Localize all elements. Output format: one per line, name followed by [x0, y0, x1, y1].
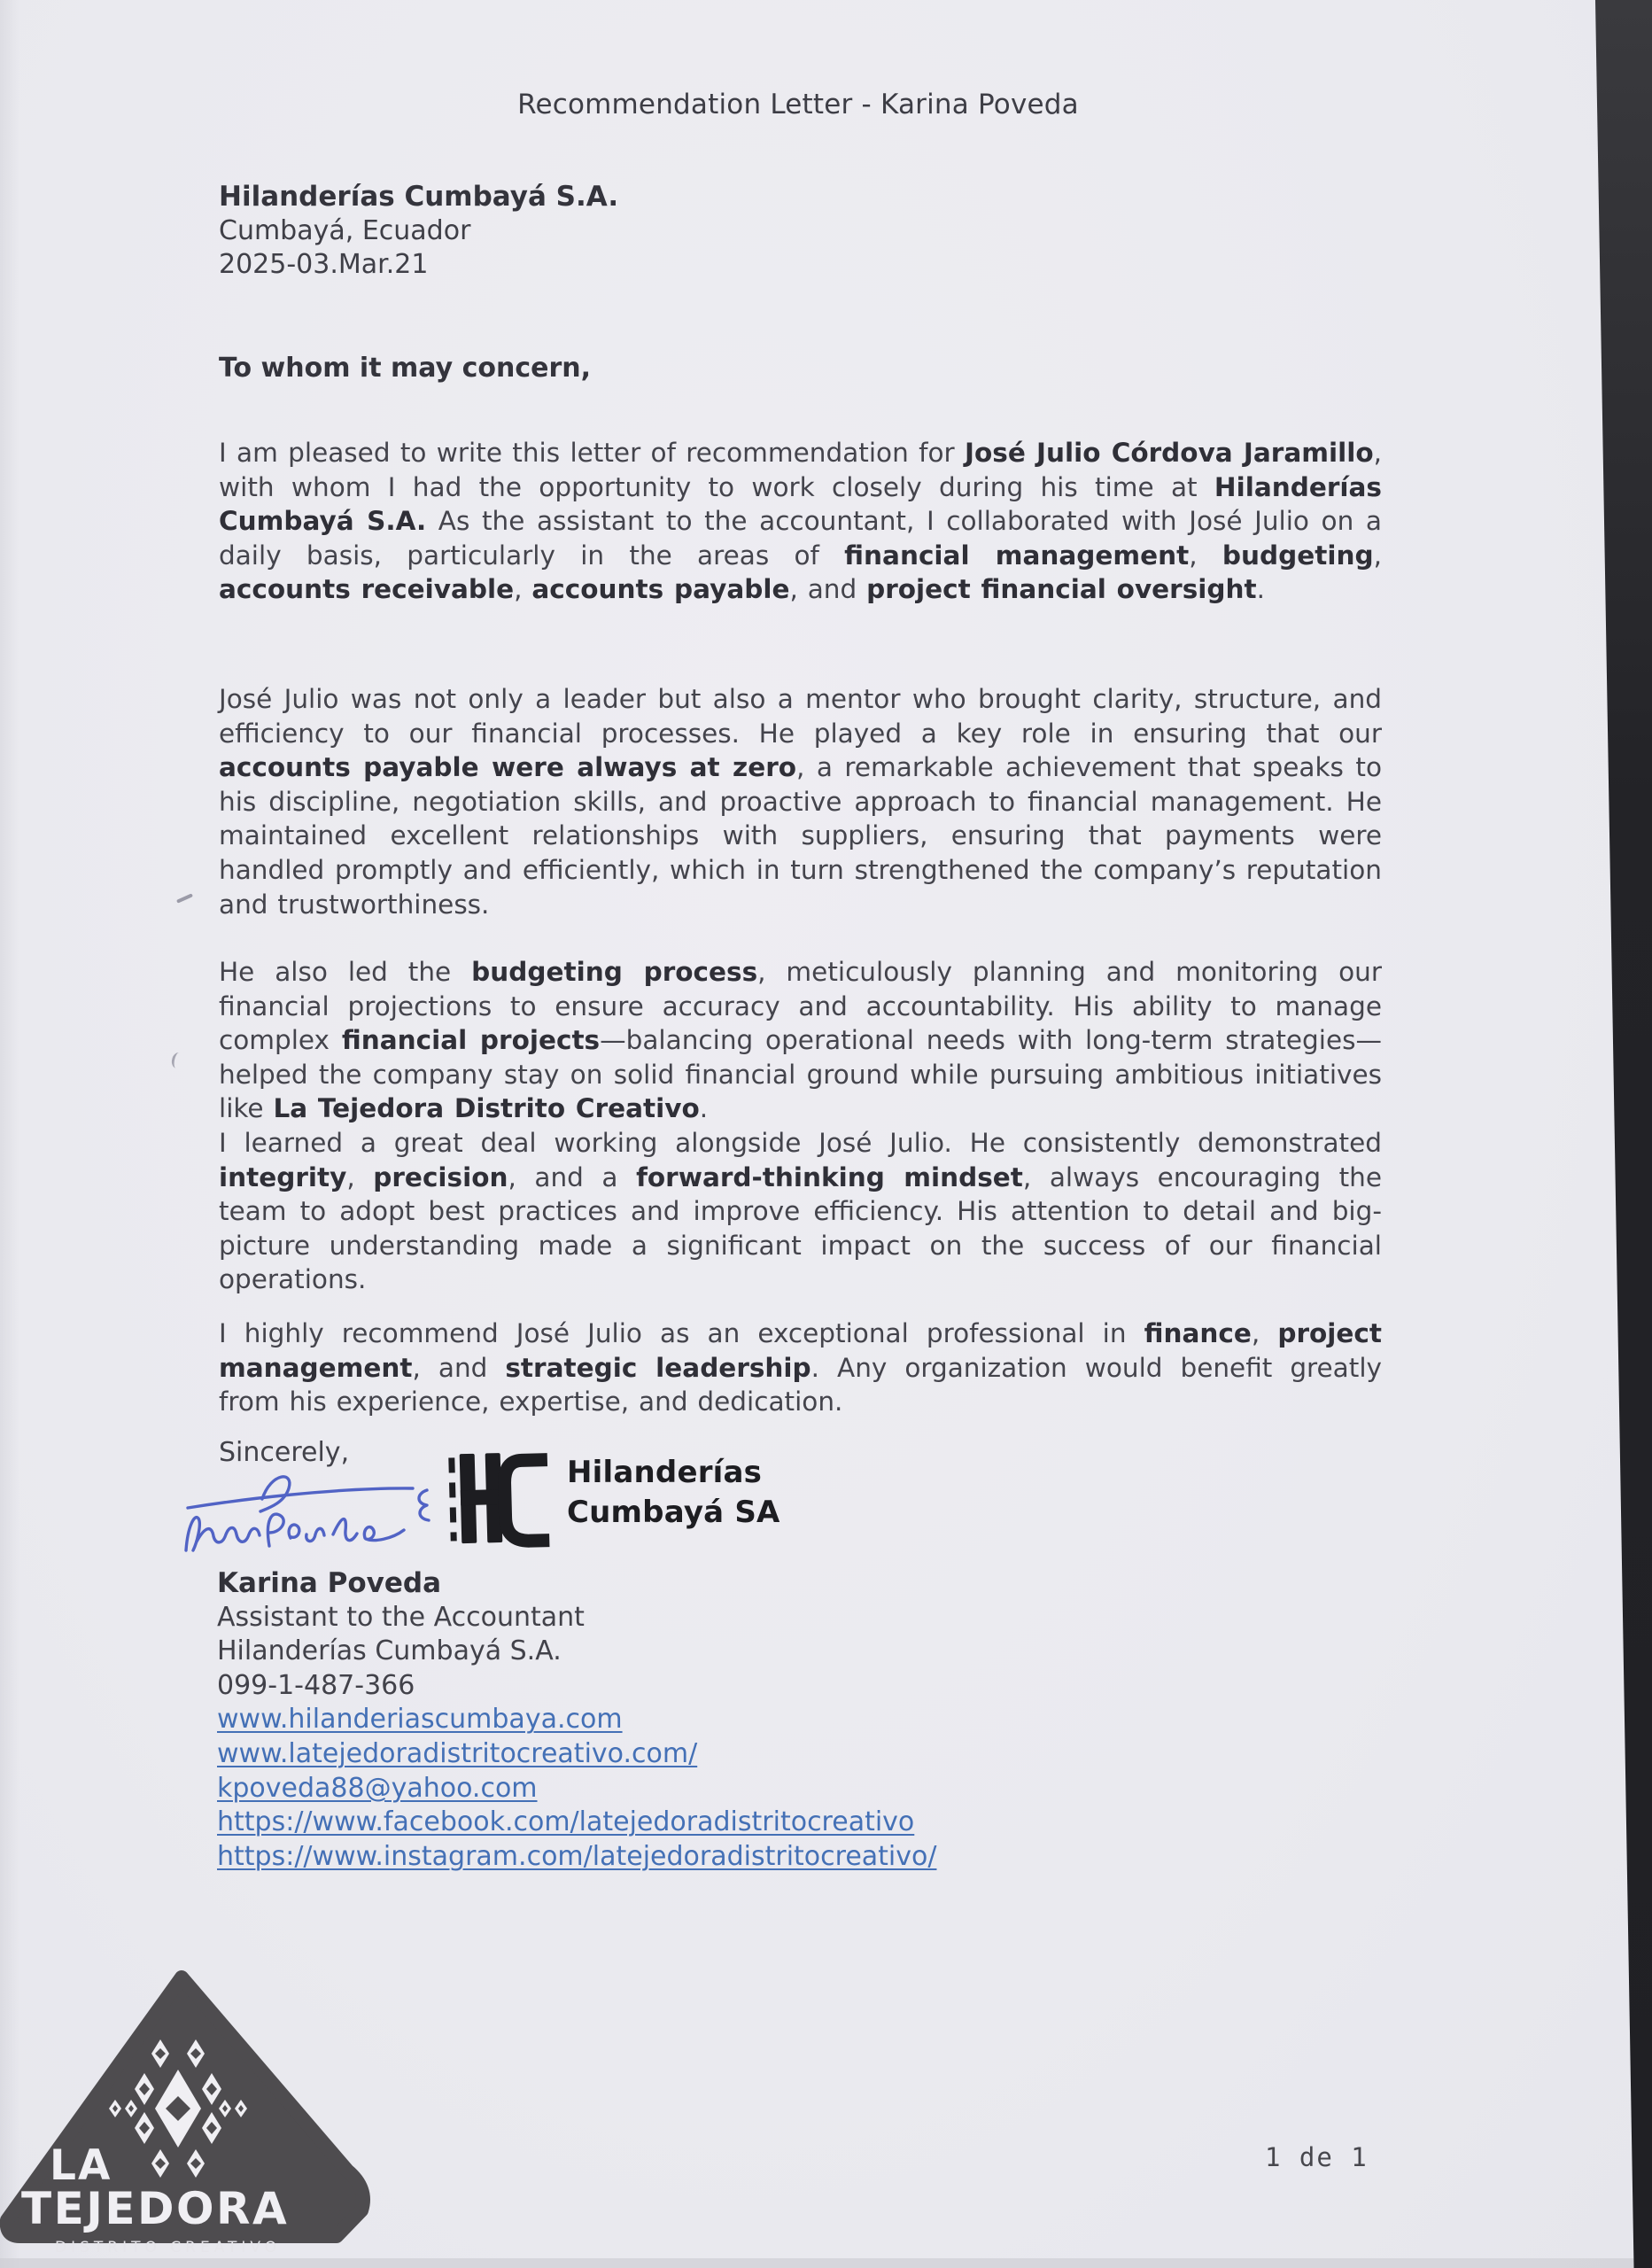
- text-run: , and a: [508, 1161, 637, 1192]
- bold-text-run: budgeting: [1222, 540, 1374, 571]
- stamp-company-name: [567, 1453, 780, 1533]
- text-run: ,: [1251, 1318, 1278, 1348]
- contact-link[interactable]: www.latejedoradistritocreativo.com/: [217, 1737, 698, 1769]
- text-run: , and: [789, 574, 867, 605]
- stamp-line1: Hilanderías: [567, 1455, 763, 1490]
- letter-paragraph-2: [219, 682, 1382, 921]
- signer-company: Hilanderías Cumbayá S.A.: [217, 1635, 562, 1667]
- bold-text-run: La Tejedora Distrito Creativo: [273, 1093, 700, 1124]
- bold-text-run: Hilanderías Cumbayá S.A.: [219, 471, 1382, 537]
- contact-link[interactable]: https://www.instagram.com/latejedoradistritocreativo/: [217, 1840, 937, 1872]
- letterhead: [219, 180, 618, 283]
- text-run: —balancing operational needs with long-term strategies—helped the company stay on solid financial ground while pursuing ambitious initiatives like: [219, 1025, 1382, 1124]
- contact-link[interactable]: https://www.facebook.com/latejedoradistritocreativo: [217, 1806, 915, 1838]
- signer-name: Karina Poveda: [217, 1567, 441, 1599]
- text-run: ,: [514, 574, 532, 605]
- company-stamp-hc-logo: [447, 1446, 556, 1550]
- letter-paragraph-4: [219, 1317, 1382, 1419]
- page-title: Recommendation Letter - Karina Poveda: [517, 89, 1079, 120]
- page-number: 1 de 1: [1265, 2142, 1369, 2172]
- letter-paragraph-3: [219, 955, 1382, 1297]
- logo-text-distrito-creativo: DISTRITO CREATIVO: [55, 2239, 282, 2256]
- bold-text-run: José Julio Córdova Jaramillo: [965, 438, 1374, 468]
- contact-link[interactable]: www.hilanderiascumbaya.com: [217, 1704, 623, 1736]
- bold-text-run: forward-thinking mindset: [636, 1161, 1023, 1192]
- text-run: ,: [1373, 540, 1382, 571]
- text-run: I learned a great deal working alongside José Julio. He consistently demonstrated: [219, 1127, 1382, 1158]
- text-run: I am pleased to write this letter of recommendation for: [219, 438, 966, 468]
- bold-text-run: finance: [1144, 1318, 1252, 1348]
- text-run: , meticulously planning and monitoring our financial projections to ensure accuracy and accountability. His ability to manage complex: [219, 957, 1382, 1056]
- stamp-line2: Cumbayá SA: [567, 1495, 780, 1530]
- text-run: , a remarkable achievement that speaks to his discipline, negotiation skills, and proactive approach to financial management. He maintained excellent relationships with suppliers, ensuring that payments were handled promptly and efficiently, which in turn strengthened the company’s reputation and trustworthiness.: [219, 752, 1382, 920]
- salutation: To whom it may concern,: [219, 353, 591, 384]
- bold-text-run: strategic leadership: [505, 1352, 811, 1383]
- bold-text-run: accounts receivable: [219, 574, 515, 605]
- signature-block: [217, 1566, 936, 1874]
- text-run: I highly recommend José Julio as an exceptional professional in: [219, 1318, 1144, 1348]
- la-tejedora-logo: [0, 1965, 395, 2268]
- text-run: ,: [346, 1161, 374, 1192]
- text-run: He also led the: [219, 957, 472, 987]
- letterhead-location: Cumbayá, Ecuador: [219, 214, 471, 246]
- letterhead-date: 2025-03.Mar.21: [219, 249, 429, 280]
- closing-sincerely: Sincerely,: [219, 1437, 350, 1468]
- text-run: , always encouraging the team to adopt best practices and improve efficiency. His attention to detail and big-picture understanding made a significant impact on the success of our financial operations.: [219, 1161, 1382, 1295]
- logo-text-tejedora: TEJEDORA: [21, 2183, 290, 2234]
- bold-text-run: financial management: [844, 540, 1190, 571]
- text-run: . Any organization would benefit greatly from his experience, expertise, and dedication.: [219, 1352, 1382, 1418]
- bold-text-run: integrity: [219, 1161, 347, 1192]
- text-run: , and: [412, 1352, 506, 1383]
- bold-text-run: precision: [373, 1161, 508, 1192]
- logo-text-la: LA: [50, 2141, 112, 2190]
- bold-text-run: project management: [219, 1318, 1382, 1383]
- letterhead-company: Hilanderías Cumbayá S.A.: [219, 181, 619, 213]
- letter-paragraph-1: [219, 436, 1382, 607]
- bold-text-run: accounts payable: [531, 574, 790, 605]
- signer-phone: 099-1-487-366: [217, 1669, 415, 1701]
- text-run: , with whom I had the opportunity to work closely during his time at: [219, 438, 1382, 502]
- scan-bottom-edge: [0, 2258, 1652, 2268]
- contact-link[interactable]: kpoveda88@yahoo.com: [217, 1772, 538, 1804]
- scan-ink-speck: [170, 1052, 184, 1069]
- handwritten-signature: [175, 1464, 450, 1563]
- text-run: ,: [1189, 540, 1222, 571]
- text-run: .: [699, 1093, 709, 1124]
- signer-title: Assistant to the Accountant: [217, 1601, 585, 1633]
- bold-text-run: accounts payable were always at zero: [219, 752, 797, 783]
- bold-text-run: project financial oversight: [866, 574, 1257, 605]
- text-run: .: [1256, 574, 1266, 605]
- text-run: As the assistant to the accountant, I collaborated with José Julio on a daily basis, particularly in the areas of: [219, 506, 1382, 571]
- text-run: José Julio was not only a leader but also a mentor who brought clarity, structure, and efficiency to our financial processes. He played a key role in ensuring that our: [219, 684, 1382, 749]
- contact-links: [217, 1703, 936, 1874]
- bold-text-run: financial projects: [341, 1025, 601, 1056]
- bold-text-run: budgeting process: [471, 957, 758, 987]
- scan-ink-speck: [176, 893, 193, 903]
